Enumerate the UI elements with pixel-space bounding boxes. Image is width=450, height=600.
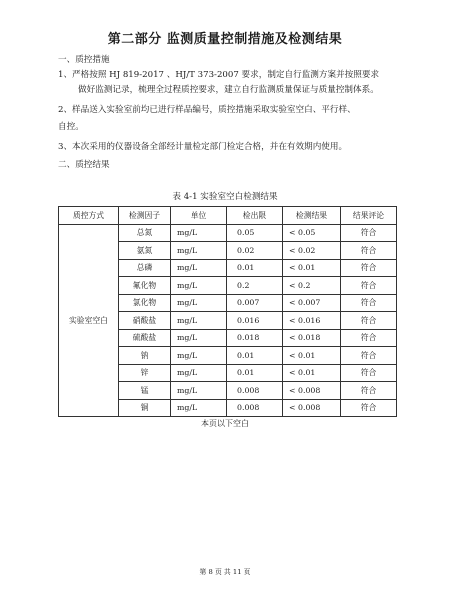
paragraph-1-line-2: 做好监测记录，梳理全过程质控要求，建立自行监测质量保证与质量控制体系。 [78,85,379,95]
comment-cell: 符合 [341,259,397,277]
header-factor: 检测因子 [119,207,171,225]
comment-cell: 符合 [341,312,397,330]
paragraph-1-line-1: 1、严格按照 HJ 819-2017 、HJ/T 373-2007 要求，制定自行监测方案并按照要求 [58,70,380,80]
factor-cell: 氨氮 [119,242,171,260]
limit-cell: 0.05 [227,224,283,242]
factor-cell: 铜 [119,399,171,417]
unit-cell: mg/L [171,294,227,312]
unit-cell: mg/L [171,364,227,382]
comment-cell: 符合 [341,329,397,347]
page-number-footer: 第 8 页 共 11 页 [199,568,251,576]
result-cell: < 0.016 [283,312,341,330]
result-cell: < 0.01 [283,347,341,365]
factor-cell: 总氮 [119,224,171,242]
comment-cell: 符合 [341,294,397,312]
table-header-row [59,207,397,225]
factor-cell: 氟化物 [119,277,171,295]
limit-cell: 0.01 [227,364,283,382]
comment-cell: 符合 [341,224,397,242]
result-cell: < 0.008 [283,382,341,400]
unit-cell: mg/L [171,259,227,277]
result-cell: < 0.2 [283,277,341,295]
limit-cell: 0.2 [227,277,283,295]
limit-cell: 0.008 [227,399,283,417]
table-caption: 表 4-1 实验室空白检测结果 [172,192,278,202]
factor-cell: 钠 [119,347,171,365]
header-comment: 结果评论 [341,207,397,225]
comment-cell: 符合 [341,277,397,295]
limit-cell: 0.01 [227,259,283,277]
limit-cell: 0.008 [227,382,283,400]
comment-cell: 符合 [341,347,397,365]
comment-cell: 符合 [341,382,397,400]
result-cell: < 0.01 [283,259,341,277]
limit-cell: 0.01 [227,347,283,365]
result-cell: < 0.007 [283,294,341,312]
header-qc-method: 质控方式 [59,207,119,225]
result-cell: < 0.008 [283,399,341,417]
header-result: 检测结果 [283,207,341,225]
section-heading-qc-results: 二、质控结果 [58,160,110,170]
header-limit: 检出限 [227,207,283,225]
result-cell: < 0.018 [283,329,341,347]
unit-cell: mg/L [171,242,227,260]
page-title: 第二部分 监测质量控制措施及检测结果 [107,32,343,47]
unit-cell: mg/L [171,382,227,400]
header-unit: 单位 [171,207,227,225]
factor-cell: 硝酸盐 [119,312,171,330]
result-cell: < 0.05 [283,224,341,242]
comment-cell: 符合 [341,364,397,382]
factor-cell: 锰 [119,382,171,400]
unit-cell: mg/L [171,347,227,365]
factor-cell: 总磷 [119,259,171,277]
factor-cell: 锌 [119,364,171,382]
unit-cell: mg/L [171,399,227,417]
lab-blank-results-table [58,206,397,417]
qc-method-cell: 实验室空白 [59,224,119,417]
paragraph-3: 3、本次采用的仪器设备全部经计量检定部门检定合格，并在有效期内使用。 [58,142,348,152]
unit-cell: mg/L [171,312,227,330]
result-cell: < 0.01 [283,364,341,382]
limit-cell: 0.02 [227,242,283,260]
factor-cell: 氯化物 [119,294,171,312]
comment-cell: 符合 [341,242,397,260]
limit-cell: 0.018 [227,329,283,347]
section-heading-qc-measures: 一、质控措施 [58,55,110,65]
unit-cell: mg/L [171,224,227,242]
limit-cell: 0.016 [227,312,283,330]
table-row [59,224,397,242]
blank-below-note: 本页以下空白 [201,419,249,428]
result-cell: < 0.02 [283,242,341,260]
comment-cell: 符合 [341,399,397,417]
paragraph-2-line-1: 2、样品送入实验室前均已进行样品编号，质控措施采取实验室空白、平行样、 [58,105,356,115]
factor-cell: 硫酸盐 [119,329,171,347]
paragraph-2-line-2: 自控。 [58,122,84,132]
unit-cell: mg/L [171,329,227,347]
unit-cell: mg/L [171,277,227,295]
limit-cell: 0.007 [227,294,283,312]
